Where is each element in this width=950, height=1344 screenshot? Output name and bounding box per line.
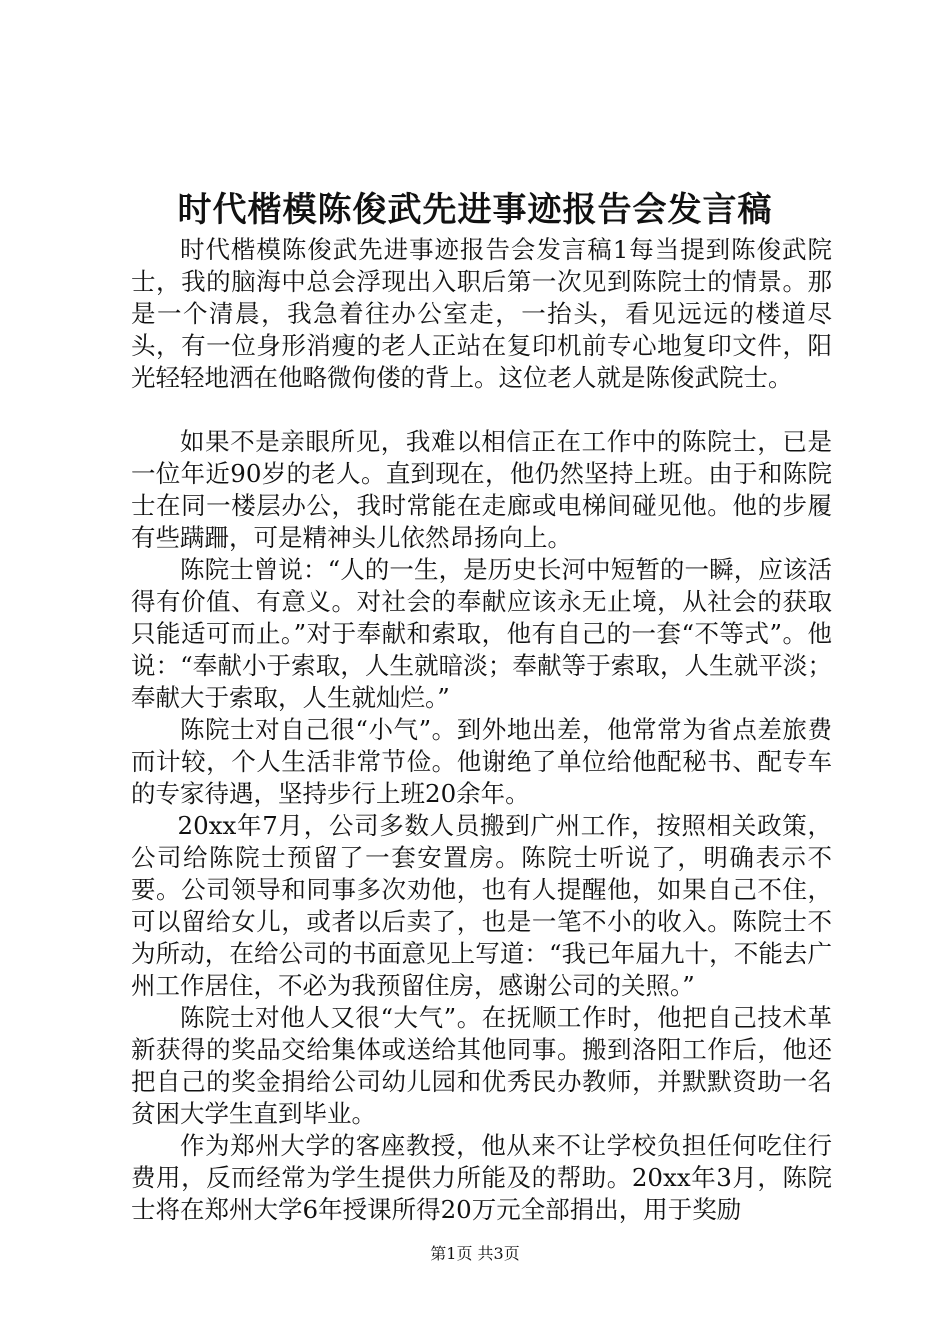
paragraph: 陈院士对他人又很“大气”。在抚顺工作时，他把自己技术革新获得的奖品交给集体或送给其他同事。搬到洛阳工作后，他还把自己的奖金捐给公司幼儿园和优秀民办教师，并默默资助一名贫困大学生直到毕业。	[131, 1003, 832, 1128]
paragraph: 20xx年7月，公司多数人员搬到广州工作，按照相关政策，公司给陈院士预留了一套安置房。陈院士听说了，明确表示不要。公司领导和同事多次劝他，也有人提醒他，如果自己不住，可以留给女儿，或者以后卖了，也是一笔不小的收入。陈院士不为所动，在给公司的书面意见上写道：“我已年届九十，不能去广州工作居住，不必为我预留住房，感谢公司的关照。”	[131, 811, 832, 1000]
document-body	[131, 234, 832, 1226]
paragraph: 作为郑州大学的客座教授，他从来不让学校负担任何吃住行费用，反而经常为学生提供力所能及的帮助。20xx年3月，陈院士将在郑州大学6年授课所得20万元全部捐出，用于奖励	[131, 1131, 832, 1224]
document-title: 时代楷模陈俊武先进事迹报告会发言稿	[177, 190, 773, 230]
paragraph: 如果不是亲眼所见，我难以相信正在工作中的陈院士，已是一位年近90岁的老人。直到现在，他仍然坚持上班。由于和陈院士在同一楼层办公，我时常能在走廊或电梯间碰见他。他的步履有些蹒跚，可是精神头儿依然昂扬向上。	[131, 427, 832, 552]
page-number: 第1页 共3页	[430, 1244, 520, 1263]
paragraph: 陈院士曾说：“人的一生，是历史长河中短暂的一瞬，应该活得有价值、有意义。对社会的奉献应该永无止境，从社会的获取只能适可而止。”对于奉献和索取，他有自己的一套“不等式”。他说：“奉献小于索取，人生就暗淡；奉献等于索取，人生就平淡；奉献大于索取，人生就灿烂。”	[131, 555, 832, 712]
paragraph: 时代楷模陈俊武先进事迹报告会发言稿1每当提到陈俊武院士，我的脑海中总会浮现出入职后第一次见到陈院士的情景。那是一个清晨，我急着往办公室走，一抬头，看见远远的楼道尽头，有一位身形消瘦的老人正站在复印机前专心地复印文件，阳光轻轻地洒在他略微佝偻的背上。这位老人就是陈俊武院士。	[131, 235, 832, 392]
paragraph: 陈院士对自己很“小气”。到外地出差，他常常为省点差旅费而计较，个人生活非常节俭。他谢绝了单位给他配秘书、配专车的专家待遇，坚持步行上班20余年。	[131, 715, 832, 808]
